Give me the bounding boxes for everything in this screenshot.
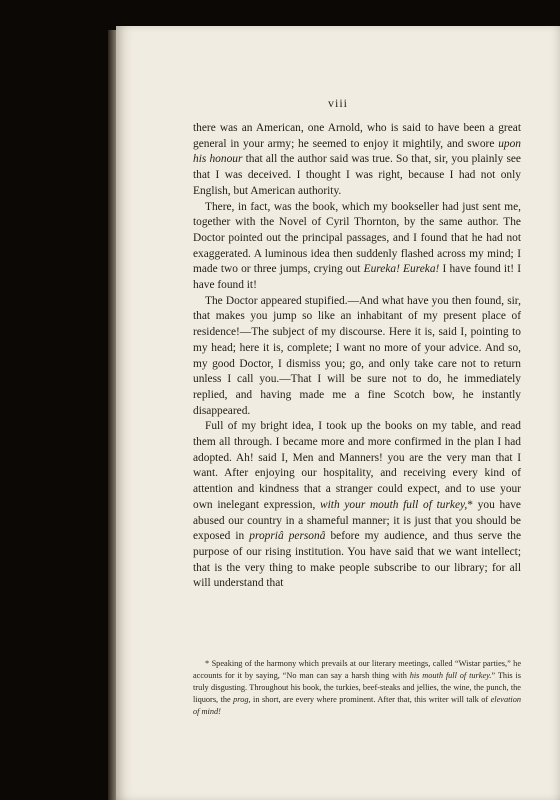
book-page: [116, 26, 560, 800]
paragraph: [193, 200, 521, 294]
text-run: Full of my bright idea, I took up the books on my table, and read them all through. I became more and more confirmed in the plan I had adopted. Ah! said I, Men and Manners! you are the very man that I want. After enjoying our hospitality, and receiving every kind of attention and kindness that a stranger could expect, and to use your own inelegant expression,: [193, 420, 521, 511]
text-run: * Speaking of the harmony which prevails at our literary meetings, called “Wistar parties,” he accounts for it by saying, “No man can say a harsh thing with: [193, 659, 521, 680]
italic-text: prog,: [233, 695, 251, 704]
paragraph: [193, 121, 521, 200]
text-run: before my audience, and thus serve the purpose of our rising institution. You have said that we want intellect; that is the very thing to make people subscribe to our library; for all will understand that: [193, 530, 521, 590]
italic-text: with your mouth full of turkey,: [320, 498, 468, 511]
text-run: I have found it! I have found it!: [193, 263, 522, 292]
italic-text: Eureka! Eureka!: [363, 263, 440, 276]
text-run: * you have abused our country in a shameful manner; it is just that you should be exposed in: [193, 498, 521, 543]
italic-text: upon his honour: [193, 137, 521, 166]
text-run: The Doctor appeared stupified.—And what have you then found, sir, that makes you jump so like an inhabitant of my present place of residence!—The subject of my discourse. Here it is, said I, pointing to my head; here it is, complete; I want no more of your advice. And so, my good Doctor, I dismiss you; go, and only take care not to return unless I call you.—That I will be sure not to do, he immediately replied, and having made me a fine Scotch bow, he instantly disappeared.: [193, 294, 521, 417]
body-text: [193, 121, 521, 592]
italic-text: his mouth full of turkey.: [409, 671, 492, 680]
paragraph: [193, 294, 521, 420]
italic-text: propriâ personâ: [249, 530, 326, 543]
page-number: viii: [327, 96, 348, 110]
text-run: ” This is truly disgusting. Throughout his book, the turkies, beef-steaks and jellies, the wine, the punch, the liquors, the: [193, 671, 521, 704]
text-run: in short, are every where prominent. After that, this writer will talk of: [250, 695, 491, 704]
text-run: There, in fact, was the book, which my bookseller had just sent me, together with the Novel of Cyril Thornton, by the same author. The Doctor pointed out the principal passages, and I found that he had not exaggerated. A luminous idea then suddenly flashed across my mind; I made two or three jumps, crying out: [193, 200, 521, 276]
text-run: there was an American, one Arnold, who is said to have been a great general in your army; he seemed to enjoy it mightily, and swore: [193, 122, 521, 150]
footnote: [193, 658, 521, 718]
italic-text: elevation of mind!: [193, 695, 522, 716]
paragraph: [193, 419, 521, 592]
text-run: that all the author said was true. So that, sir, you plainly see that I was deceived. I thought I was right, because I had not only English, but American authority.: [193, 153, 521, 197]
